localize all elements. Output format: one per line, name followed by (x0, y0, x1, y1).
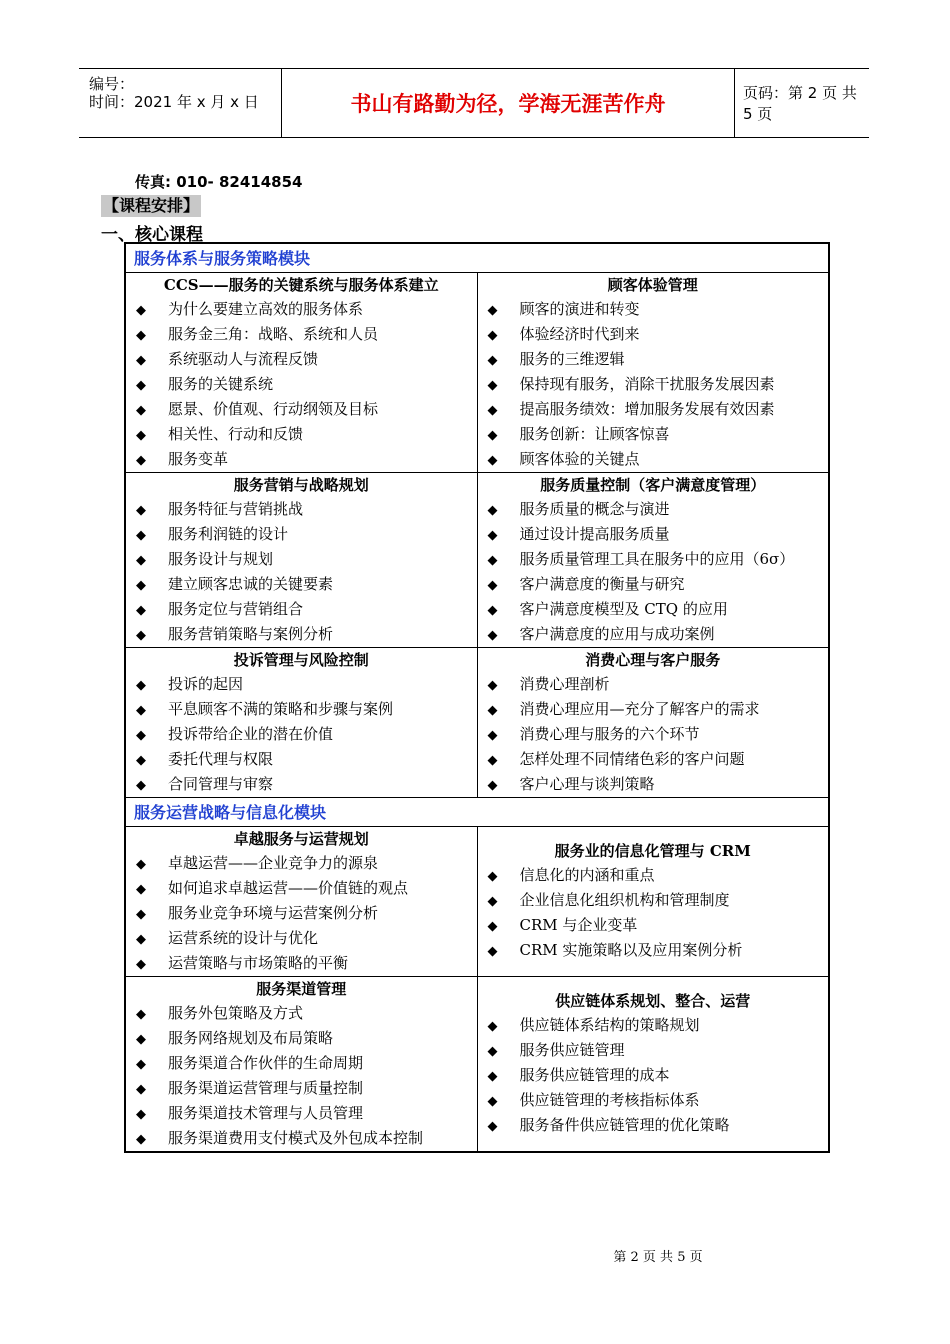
diamond-bullet-icon: ◆ (487, 428, 498, 443)
diamond-bullet-icon: ◆ (136, 857, 146, 872)
topic-text: 服务营销策略与案例分析 (168, 625, 334, 643)
topic-text: 服务业竞争环境与运营案例分析 (168, 904, 379, 922)
course-table (124, 242, 830, 1153)
diamond-bullet-icon: ◆ (136, 303, 146, 318)
list-item (126, 372, 477, 397)
topic-text: 服务渠道技术管理与人员管理 (168, 1104, 364, 1122)
list-item (478, 1088, 829, 1113)
diamond-bullet-icon: ◆ (136, 328, 146, 343)
diamond-bullet-icon: ◆ (487, 303, 498, 318)
topic-text: 合同管理与审察 (168, 775, 274, 793)
course-cell (125, 648, 477, 798)
diamond-bullet-icon: ◆ (487, 553, 498, 568)
diamond-bullet-icon: ◆ (487, 403, 498, 418)
topic-text: 服务变革 (168, 450, 229, 468)
list-item (478, 888, 829, 913)
topic-text: 卓越运营——企业竞争力的源泉 (168, 854, 379, 872)
list-item (478, 722, 829, 747)
diamond-bullet-icon: ◆ (487, 1019, 498, 1034)
topic-text: 平息顾客不满的策略和步骤与案例 (168, 700, 394, 718)
list-item (126, 397, 477, 422)
list-item (126, 572, 477, 597)
list-item (478, 772, 829, 797)
list-item (478, 297, 829, 322)
diamond-bullet-icon: ◆ (487, 678, 498, 693)
schedule-heading: 【课程安排】 (103, 196, 200, 215)
diamond-bullet-icon: ◆ (136, 907, 146, 922)
page-footer (0, 1246, 950, 1265)
list-item (478, 1038, 829, 1063)
core-courses-heading: 一、核心课程 (101, 225, 203, 245)
course-cell (125, 827, 477, 977)
list-item (126, 1001, 477, 1026)
topic-text: 运营系统的设计与优化 (168, 929, 319, 947)
diamond-bullet-icon: ◆ (487, 703, 498, 718)
list-item (126, 522, 477, 547)
diamond-bullet-icon: ◆ (136, 578, 146, 593)
diamond-bullet-icon: ◆ (487, 728, 498, 743)
topic-text: 服务供应链管理的成本 (519, 1066, 670, 1084)
course-title: 顾客体验管理 (607, 276, 698, 294)
diamond-bullet-icon: ◆ (487, 1119, 498, 1134)
list-item (478, 863, 829, 888)
diamond-bullet-icon: ◆ (136, 378, 146, 393)
diamond-bullet-icon: ◆ (136, 778, 146, 793)
topic-text: 客户满意度的衡量与研究 (519, 575, 685, 593)
course-cell (125, 473, 477, 648)
topic-text: 供应链管理的考核指标体系 (519, 1091, 700, 1109)
course-title: 供应链体系规划、整合、运营 (555, 992, 751, 1010)
course-title: CCS——服务的关键系统与服务体系建立 (163, 276, 439, 294)
list-item (126, 297, 477, 322)
topic-text: 服务利润链的设计 (168, 525, 289, 543)
diamond-bullet-icon: ◆ (136, 1132, 146, 1147)
topic-text: 服务渠道合作伙伴的生命周期 (168, 1054, 364, 1072)
list-item (478, 497, 829, 522)
course-cell (477, 648, 829, 798)
list-item (478, 422, 829, 447)
course-topic-list (126, 672, 477, 797)
list-item (126, 722, 477, 747)
number-label: 编号： (89, 75, 135, 93)
topic-text: 企业信息化组织机构和管理制度 (519, 891, 730, 909)
topic-text: 客户满意度模型及 CTQ 的应用 (519, 600, 728, 618)
course-topic-list (478, 672, 829, 797)
diamond-bullet-icon: ◆ (487, 1044, 498, 1059)
course-title: 服务业的信息化管理与 CRM (554, 842, 751, 860)
topic-text: 服务的关键系统 (168, 375, 274, 393)
topic-text: 服务供应链管理 (519, 1041, 625, 1059)
list-item (478, 347, 829, 372)
diamond-bullet-icon: ◆ (487, 378, 498, 393)
topic-text: 体验经济时代到来 (519, 325, 640, 343)
topic-text: 运营策略与市场策略的平衡 (168, 954, 349, 972)
topic-text: 投诉的起因 (168, 675, 244, 693)
diamond-bullet-icon: ◆ (136, 1032, 146, 1047)
fax-number: 传真: 010- 82414854 (135, 173, 303, 191)
list-item (126, 347, 477, 372)
topic-text: 为什么要建立高效的服务体系 (168, 300, 364, 318)
topic-text: 供应链体系结构的策略规划 (519, 1016, 700, 1034)
list-item (126, 622, 477, 647)
diamond-bullet-icon: ◆ (136, 628, 146, 643)
list-item (478, 913, 829, 938)
topic-text: 顾客的演进和转变 (519, 300, 640, 318)
course-title: 服务渠道管理 (256, 980, 347, 998)
course-topic-list (478, 297, 829, 472)
topic-text: 投诉带给企业的潜在价值 (168, 725, 334, 743)
list-item (126, 1126, 477, 1151)
list-item (126, 422, 477, 447)
list-item (126, 1101, 477, 1126)
topic-text: 服务备件供应链管理的优化策略 (519, 1116, 730, 1134)
diamond-bullet-icon: ◆ (487, 503, 498, 518)
list-item (478, 322, 829, 347)
page-header (79, 68, 869, 138)
diamond-bullet-icon: ◆ (487, 453, 498, 468)
list-item (478, 747, 829, 772)
list-item (126, 772, 477, 797)
list-item (126, 876, 477, 901)
diamond-bullet-icon: ◆ (136, 678, 146, 693)
module-title: 服务运营战略与信息化模块 (125, 798, 829, 827)
diamond-bullet-icon: ◆ (487, 1094, 498, 1109)
diamond-bullet-icon: ◆ (487, 328, 498, 343)
course-cell (477, 473, 829, 648)
list-item (478, 622, 829, 647)
course-topic-list (126, 1001, 477, 1151)
list-item (126, 1026, 477, 1051)
list-item (478, 397, 829, 422)
topic-text: 消费心理与服务的六个环节 (519, 725, 700, 743)
topic-text: 服务质量的概念与演进 (519, 500, 670, 518)
course-cell (477, 827, 829, 977)
topic-text: 消费心理应用—充分了解客户的需求 (519, 700, 760, 718)
module-title: 服务体系与服务策略模块 (125, 243, 829, 273)
diamond-bullet-icon: ◆ (487, 628, 498, 643)
topic-text: 服务创新：让顾客惊喜 (519, 425, 670, 443)
list-item (126, 447, 477, 472)
topic-text: 客户满意度的应用与成功案例 (519, 625, 715, 643)
diamond-bullet-icon: ◆ (136, 553, 146, 568)
list-item (478, 597, 829, 622)
course-title: 卓越服务与运营规划 (233, 830, 369, 848)
course-topic-list (126, 497, 477, 647)
list-item (126, 901, 477, 926)
course-title: 投诉管理与风险控制 (233, 651, 369, 669)
list-item (478, 447, 829, 472)
diamond-bullet-icon: ◆ (136, 428, 146, 443)
topic-text: 系统驱动人与流程反馈 (168, 350, 319, 368)
list-item (126, 851, 477, 876)
topic-text: 服务质量管理工具在服务中的应用（6σ） (519, 550, 795, 568)
diamond-bullet-icon: ◆ (136, 603, 146, 618)
header-motto: 书山有路勤为径，学海无涯苦作舟 (281, 69, 735, 137)
course-cell (477, 273, 829, 473)
list-item (478, 938, 829, 963)
topic-text: 服务特征与营销挑战 (168, 500, 304, 518)
diamond-bullet-icon: ◆ (136, 1057, 146, 1072)
diamond-bullet-icon: ◆ (136, 932, 146, 947)
footer-page-number: 第 2 页 共 5 页 (613, 1250, 703, 1265)
list-item (126, 1051, 477, 1076)
course-topic-list (478, 497, 829, 647)
diamond-bullet-icon: ◆ (136, 503, 146, 518)
list-item (126, 322, 477, 347)
diamond-bullet-icon: ◆ (136, 353, 146, 368)
list-item (478, 672, 829, 697)
diamond-bullet-icon: ◆ (136, 528, 146, 543)
topic-text: 怎样处理不同情绪色彩的客户问题 (519, 750, 745, 768)
topic-text: 相关性、行动和反馈 (168, 425, 304, 443)
topic-text: 服务定位与营销组合 (168, 600, 304, 618)
diamond-bullet-icon: ◆ (487, 578, 498, 593)
topic-text: 提高服务绩效：增加服务发展有效因素 (519, 400, 775, 418)
diamond-bullet-icon: ◆ (136, 728, 146, 743)
diamond-bullet-icon: ◆ (136, 753, 146, 768)
diamond-bullet-icon: ◆ (487, 1069, 498, 1084)
course-title: 服务质量控制（客户满意度管理） (540, 476, 766, 494)
topic-text: 服务网络规划及布局策略 (168, 1029, 334, 1047)
header-meta (79, 69, 281, 137)
topic-text: 信息化的内涵和重点 (519, 866, 655, 884)
course-title: 消费心理与客户服务 (585, 651, 721, 669)
diamond-bullet-icon: ◆ (136, 882, 146, 897)
list-item (126, 926, 477, 951)
course-cell (125, 977, 477, 1153)
topic-text: 顾客体验的关键点 (519, 450, 640, 468)
diamond-bullet-icon: ◆ (487, 353, 498, 368)
topic-text: 如何追求卓越运营——价值链的观点 (168, 879, 409, 897)
diamond-bullet-icon: ◆ (487, 778, 498, 793)
diamond-bullet-icon: ◆ (487, 603, 498, 618)
list-item (126, 951, 477, 976)
list-item (126, 697, 477, 722)
course-topic-list (478, 863, 829, 963)
list-item (126, 1076, 477, 1101)
diamond-bullet-icon: ◆ (487, 528, 498, 543)
topic-text: 建立顾客忠诚的关键要素 (168, 575, 334, 593)
diamond-bullet-icon: ◆ (487, 919, 498, 934)
topic-text: 服务渠道费用支付模式及外包成本控制 (168, 1129, 424, 1147)
topic-text: 服务渠道运营管理与质量控制 (168, 1079, 364, 1097)
diamond-bullet-icon: ◆ (487, 944, 498, 959)
diamond-bullet-icon: ◆ (136, 403, 146, 418)
topic-text: 愿景、价值观、行动纲领及目标 (168, 400, 379, 418)
list-item (126, 597, 477, 622)
topic-text: CRM 与企业变革 (519, 916, 638, 934)
list-item (478, 697, 829, 722)
diamond-bullet-icon: ◆ (136, 957, 146, 972)
topic-text: 服务金三角：战略、系统和人员 (168, 325, 379, 343)
topic-text: 通过设计提高服务质量 (519, 525, 670, 543)
diamond-bullet-icon: ◆ (136, 1107, 146, 1122)
topic-text: CRM 实施策略以及应用案例分析 (519, 941, 743, 959)
topic-text: 客户心理与谈判策略 (519, 775, 655, 793)
course-cell (125, 273, 477, 473)
topic-text: 消费心理剖析 (519, 675, 610, 693)
diamond-bullet-icon: ◆ (487, 753, 498, 768)
diamond-bullet-icon: ◆ (136, 703, 146, 718)
list-item (126, 672, 477, 697)
topic-text: 服务设计与规划 (168, 550, 274, 568)
topic-text: 服务的三维逻辑 (519, 350, 625, 368)
list-item (478, 372, 829, 397)
list-item (126, 497, 477, 522)
diamond-bullet-icon: ◆ (487, 894, 498, 909)
list-item (126, 547, 477, 572)
list-item (478, 572, 829, 597)
list-item (478, 1113, 829, 1138)
time-label: 时间：2021 年 x 月 x 日 (89, 93, 259, 111)
diamond-bullet-icon: ◆ (136, 1082, 146, 1097)
diamond-bullet-icon: ◆ (487, 869, 498, 884)
diamond-bullet-icon: ◆ (136, 1007, 146, 1022)
list-item (478, 1063, 829, 1088)
course-topic-list (478, 1013, 829, 1138)
header-page-info: 页码：第 2 页 共 5 页 (743, 84, 857, 123)
diamond-bullet-icon: ◆ (136, 453, 146, 468)
course-topic-list (126, 851, 477, 976)
course-topic-list (126, 297, 477, 472)
course-cell (477, 977, 829, 1153)
list-item (126, 747, 477, 772)
topic-text: 委托代理与权限 (168, 750, 274, 768)
list-item (478, 547, 829, 572)
topic-text: 服务外包策略及方式 (168, 1004, 304, 1022)
list-item (478, 1013, 829, 1038)
topic-text: 保持现有服务，消除干扰服务发展因素 (519, 375, 775, 393)
list-item (478, 522, 829, 547)
course-title: 服务营销与战略规划 (233, 476, 369, 494)
